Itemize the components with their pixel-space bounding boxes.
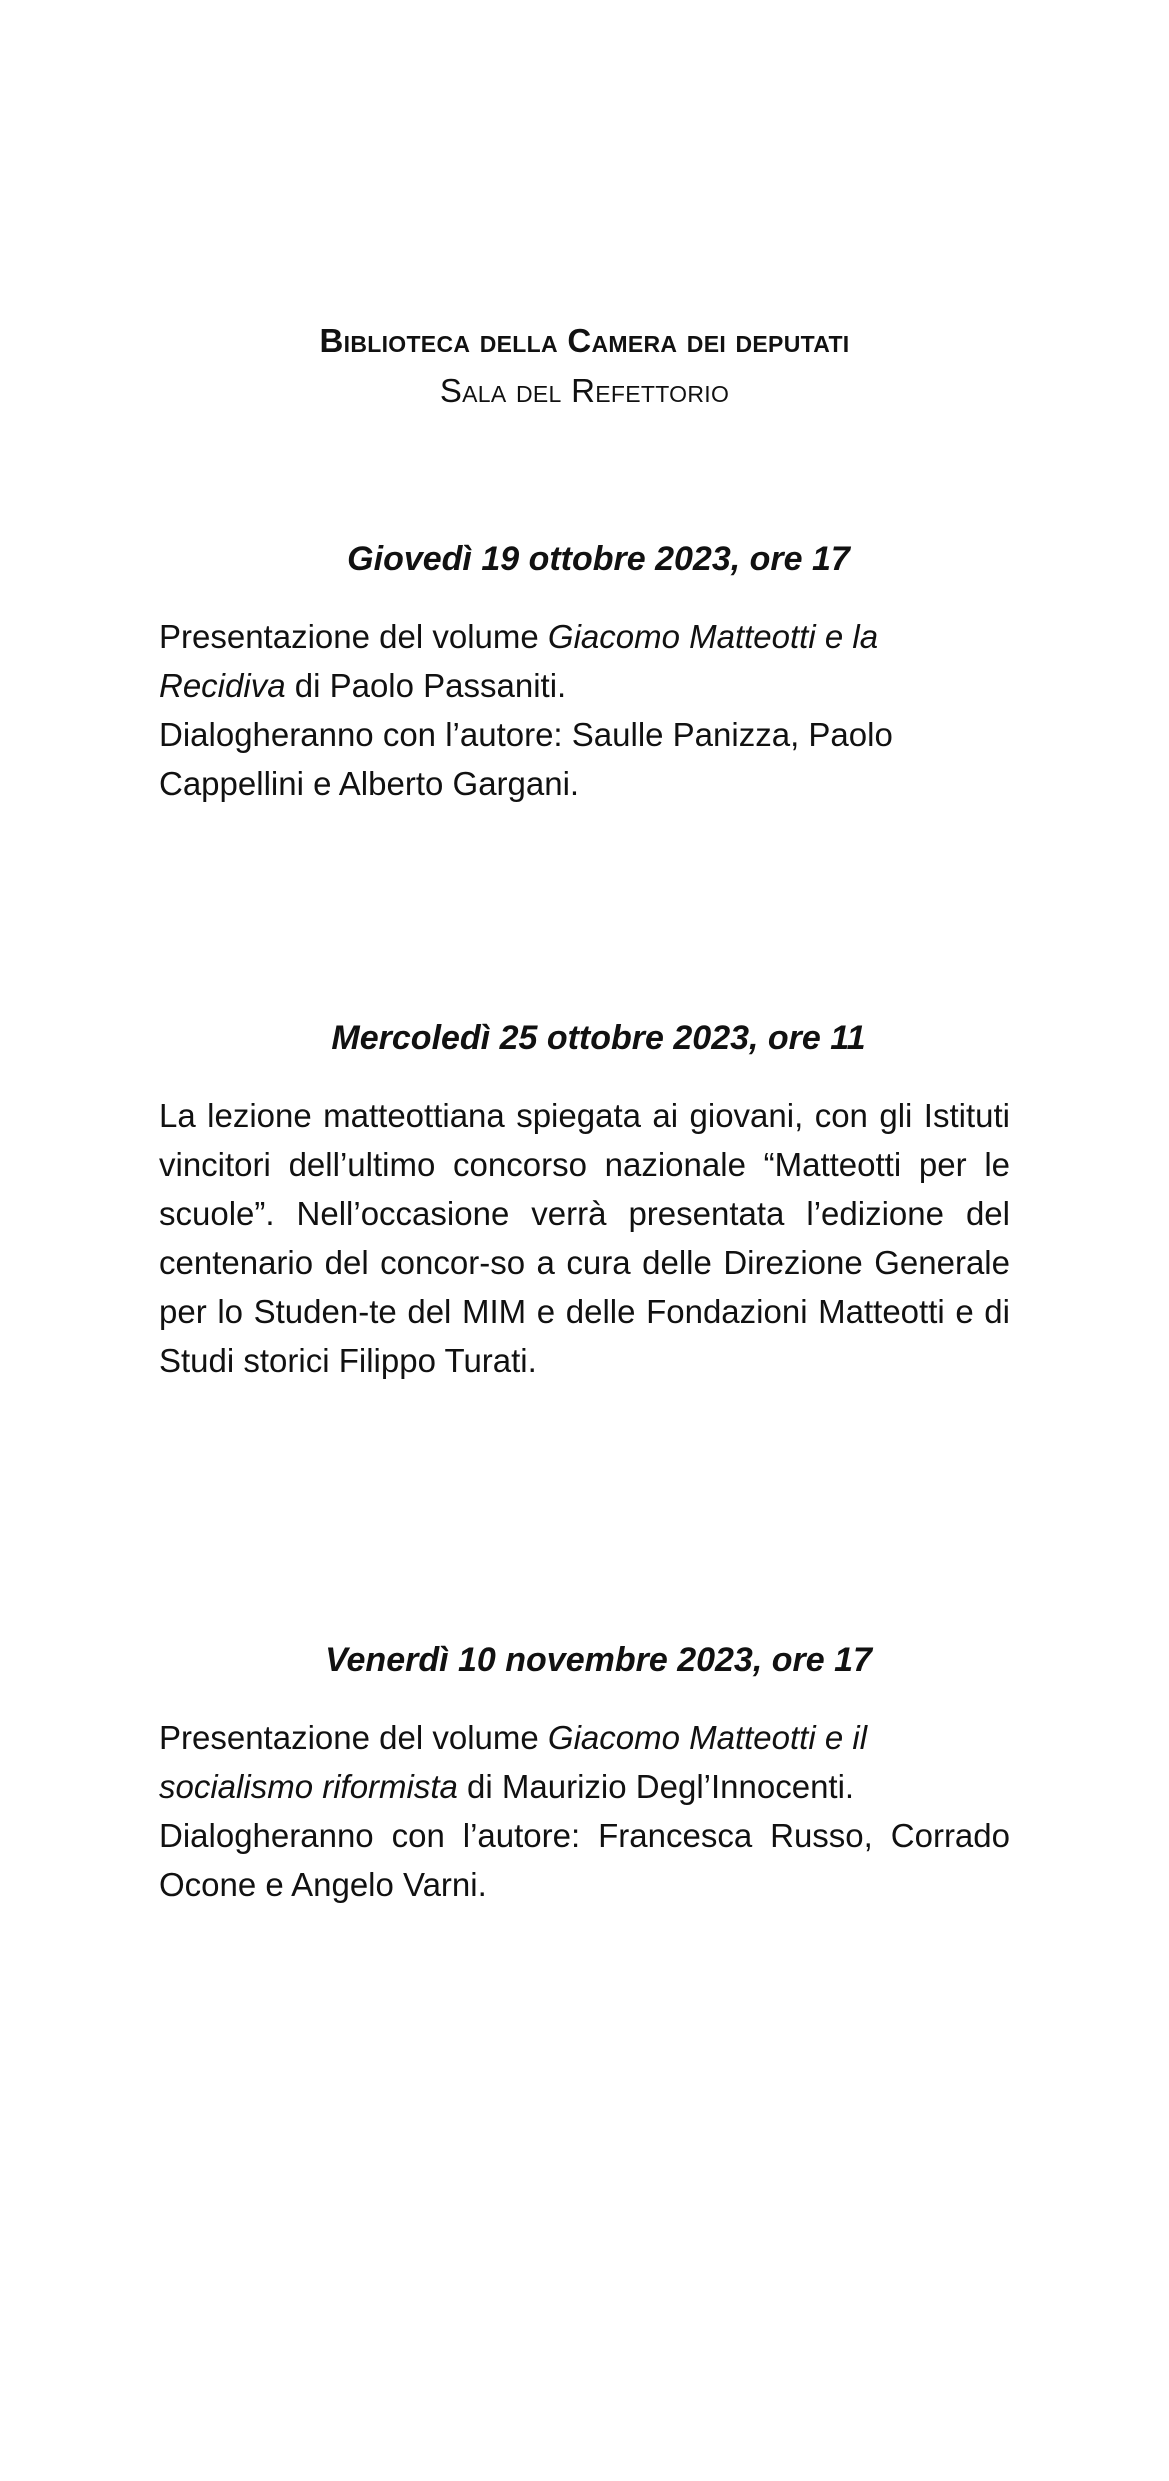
event-description: [159, 1091, 1010, 1385]
book-title: Giacomo Matteotti e la Recidiva: [159, 618, 879, 704]
event-block: [159, 1015, 1010, 1385]
intro-text: Presentazione del volume: [159, 618, 548, 655]
event-dialogue: Dialogheranno con l’autore: Saulle Panizza, Paolo Cappellini e Alberto Gargani.: [159, 716, 893, 802]
event-dialogue: Dialogheranno con l’autore: Francesca Russo, Corrado Ocone e Angelo Varni.: [159, 1817, 1010, 1903]
event-date: Mercoledì 25 ottobre 2023, ore 11: [331, 1019, 866, 1057]
library-title: Biblioteca della Camera dei deputati: [319, 322, 850, 359]
event-description: [159, 1713, 1010, 1909]
event-block: [159, 1637, 1010, 1909]
intro-text: Presentazione del volume: [159, 1719, 548, 1756]
event-date: Venerdì 10 novembre 2023, ore 17: [325, 1641, 872, 1679]
event-date: Giovedì 19 ottobre 2023, ore 17: [347, 540, 850, 578]
event-text: La lezione matteottiana spiegata ai giovani, con gli Istituti vincitori dell’ultimo concorso nazionale “Matteotti per le scuole”. Nell’occasione verrà presentata l’edizione del centenario del concor-so a cura delle Direzione Generale per lo Studen-te del MIM e delle Fondazioni Matteotti e di Studi storici Filippo Turati.: [159, 1097, 1010, 1379]
event-description: [159, 612, 1010, 808]
page-header: [0, 318, 1169, 414]
event-intro: [159, 1713, 1010, 1811]
room-subtitle: Sala del Refettorio: [439, 372, 730, 409]
event-intro: [159, 612, 1010, 710]
event-block: [159, 536, 1010, 808]
book-title: Giacomo Matteotti e il socialismo riformista: [159, 1719, 868, 1805]
author-text: di Maurizio Degl’Innocenti.: [457, 1768, 855, 1805]
author-text: di Paolo Passaniti.: [285, 667, 567, 704]
